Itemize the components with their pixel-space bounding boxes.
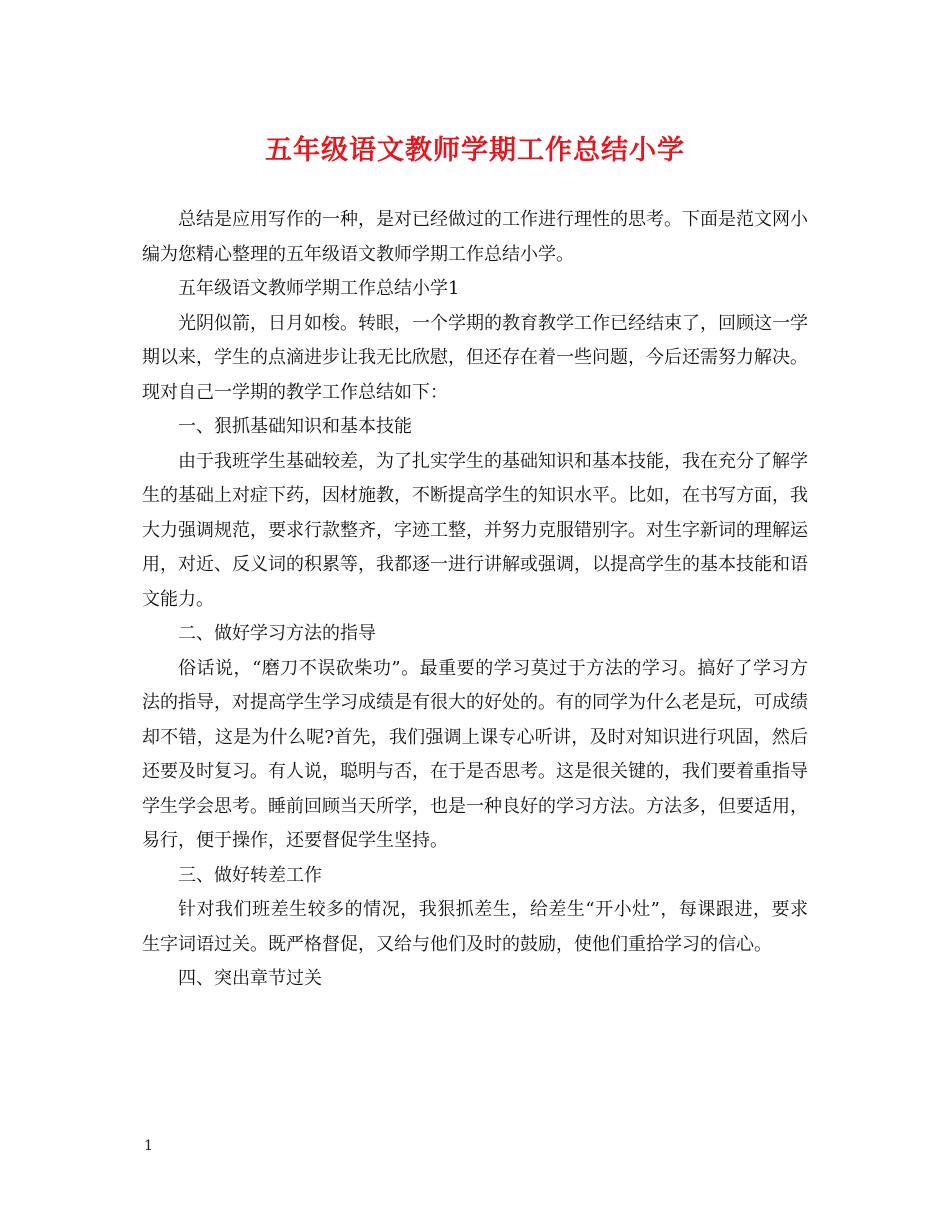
study-methods-paragraph: 俗话说，“磨刀不误砍柴功”。最重要的学习莫过于方法的学习。搞好了学习方法的指导，对提高学生学习成绩是有很大的好处的。有的同学为什么老是玩，可成绩却不错，这是为什么呢?首先，我们强调上课专心听讲，及时对知识进行巩固，然后还要及时复习。有人说，聪明与否，在于是否思考。这是很关键的，我们要着重指导学生学会思考。睡前回顾当天所学，也是一种良好的学习方法。方法多，但要适用，易行，便于操作，还要督促学生坚持。 — [142, 657, 808, 851]
page-number: 1 — [144, 1138, 153, 1154]
opening-paragraph: 光阴似箭，日月如梭。转眼，一个学期的教育教学工作已经结束了，回顾这一学期以来，学生的点滴进步让我无比欣慰，但还存在着一些问题，今后还需努力解决。现对自己一学期的教学工作总结如下： — [142, 312, 808, 403]
intro-paragraph: 总结是应用写作的一种，是对已经做过的工作进行理性的思考。下面是范文网小编为您精心整理的五年级语文教师学期工作总结小学。 — [142, 209, 808, 265]
section-title-1: 五年级语文教师学期工作总结小学1 — [178, 278, 460, 299]
heading-chapter-checks: 四、突出章节过关 — [178, 968, 322, 989]
basic-skills-paragraph: 由于我班学生基础较差，为了扎实学生的基础知识和基本技能，我在充分了解学生的基础上对症下药，因材施教，不断提高学生的知识水平。比如，在书写方面，我大力强调规范，要求行款整齐，字迹工整，并努力克服错别字。对生字新词的理解运用，对近、反义词的积累等，我都逐一进行讲解或强调，以提高学生的基本技能和语文能力。 — [142, 450, 808, 610]
document-body — [142, 203, 808, 997]
heading-basic-skills: 一、狠抓基础知识和基本技能 — [178, 416, 412, 437]
heading-weak-students: 三、做好转差工作 — [178, 864, 322, 886]
document-title: 五年级语文教师学期工作总结小学 — [265, 135, 685, 166]
heading-study-methods: 二、做好学习方法的指导 — [178, 623, 376, 644]
weak-students-paragraph: 针对我们班差生较多的情况，我狠抓差生，给差生“开小灶”，每课跟进，要求生字词语过关。既严格督促，又给与他们及时的鼓励，使他们重拾学习的信心。 — [142, 899, 808, 955]
